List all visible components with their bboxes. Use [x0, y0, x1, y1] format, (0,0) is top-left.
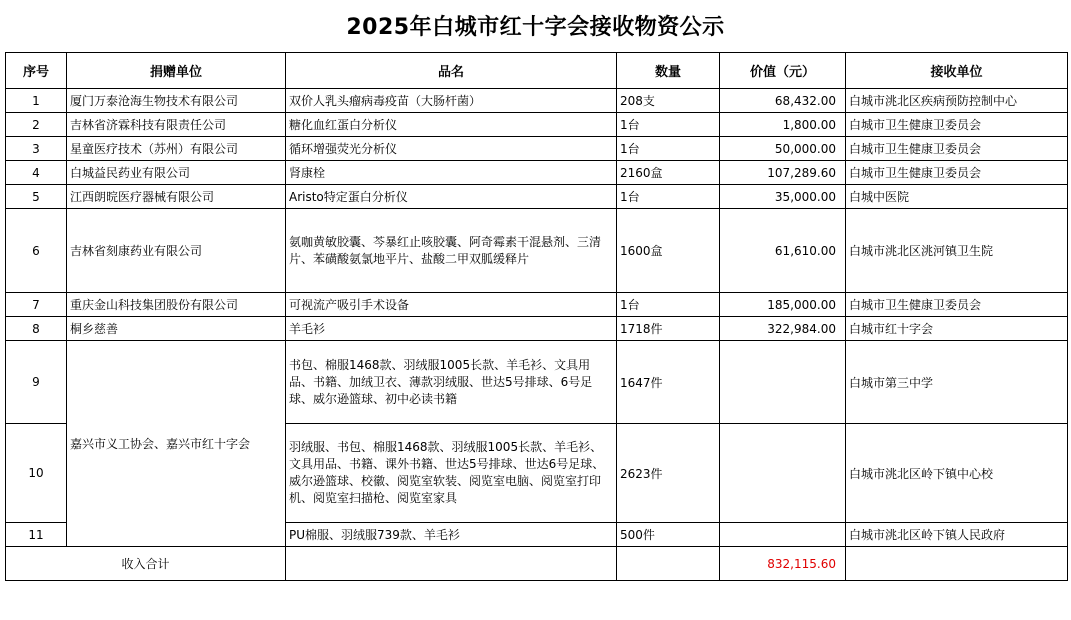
cell-qty: 1台 [617, 113, 720, 137]
cell-item: 羊毛衫 [286, 317, 617, 341]
cell-value [720, 424, 846, 523]
cell-item: 可视流产吸引手术设备 [286, 293, 617, 317]
cell-qty: 1600盒 [617, 209, 720, 293]
cell-no: 7 [6, 293, 67, 317]
cell-no: 6 [6, 209, 67, 293]
table-row [6, 341, 1068, 424]
cell-no: 4 [6, 161, 67, 185]
header-value: 价值（元） [720, 53, 846, 89]
cell-qty: 2160盒 [617, 161, 720, 185]
header-qty: 数量 [617, 53, 720, 89]
donation-table [5, 52, 1068, 581]
cell-no: 8 [6, 317, 67, 341]
cell-donor: 重庆金山科技集团股份有限公司 [67, 293, 286, 317]
cell-value: 185,000.00 [720, 293, 846, 317]
total-empty-item [286, 547, 617, 581]
cell-recipient: 白城市卫生健康卫委员会 [846, 113, 1068, 137]
cell-item: PU棉服、羽绒服739款、羊毛衫 [286, 523, 617, 547]
header-donor: 捐赠单位 [67, 53, 286, 89]
cell-no: 11 [6, 523, 67, 547]
cell-recipient: 白城市洮北区洮河镇卫生院 [846, 209, 1068, 293]
table-row [6, 209, 1068, 293]
total-value: 832,115.60 [720, 547, 846, 581]
table-row [6, 161, 1068, 185]
cell-donor: 桐乡慈善 [67, 317, 286, 341]
cell-qty: 1647件 [617, 341, 720, 424]
cell-no: 2 [6, 113, 67, 137]
cell-no: 3 [6, 137, 67, 161]
cell-item: Aristo特定蛋白分析仪 [286, 185, 617, 209]
cell-donor: 吉林省刻康药业有限公司 [67, 209, 286, 293]
cell-donor: 星童医疗技术（苏州）有限公司 [67, 137, 286, 161]
header-recipient: 接收单位 [846, 53, 1068, 89]
cell-donor: 厦门万泰沧海生物技术有限公司 [67, 89, 286, 113]
cell-no: 9 [6, 341, 67, 424]
cell-item: 书包、棉服1468款、羽绒服1005长款、羊毛衫、文具用品、书籍、加绒卫衣、薄款羽绒服、世达5号排球、6号足球、威尔逊篮球、初中必读书籍 [286, 341, 617, 424]
cell-donor: 吉林省济霖科技有限责任公司 [67, 113, 286, 137]
cell-item: 循环增强荧光分析仪 [286, 137, 617, 161]
cell-recipient: 白城市洮北区疾病预防控制中心 [846, 89, 1068, 113]
table-row [6, 89, 1068, 113]
header-item: 品名 [286, 53, 617, 89]
cell-qty: 1台 [617, 137, 720, 161]
cell-item: 肾康栓 [286, 161, 617, 185]
cell-value: 50,000.00 [720, 137, 846, 161]
cell-recipient: 白城市红十字会 [846, 317, 1068, 341]
cell-qty: 1台 [617, 185, 720, 209]
cell-value: 35,000.00 [720, 185, 846, 209]
cell-qty: 2623件 [617, 424, 720, 523]
cell-donor: 白城益民药业有限公司 [67, 161, 286, 185]
cell-no: 1 [6, 89, 67, 113]
cell-donor: 嘉兴市义工协会、嘉兴市红十字会 [67, 341, 286, 547]
total-empty-recipient [846, 547, 1068, 581]
cell-qty: 1718件 [617, 317, 720, 341]
total-label: 收入合计 [6, 547, 286, 581]
total-empty-qty [617, 547, 720, 581]
cell-no: 10 [6, 424, 67, 523]
cell-recipient: 白城市洮北区岭下镇人民政府 [846, 523, 1068, 547]
cell-value: 68,432.00 [720, 89, 846, 113]
cell-value [720, 523, 846, 547]
cell-item: 氨咖黄敏胶囊、芩暴红止咳胶囊、阿奇霉素干混悬剂、三清片、苯磺酸氨氯地平片、盐酸二甲双胍缓释片 [286, 209, 617, 293]
cell-no: 5 [6, 185, 67, 209]
total-row [6, 547, 1068, 581]
cell-value: 322,984.00 [720, 317, 846, 341]
table-row [6, 293, 1068, 317]
cell-value: 1,800.00 [720, 113, 846, 137]
cell-recipient: 白城市卫生健康卫委员会 [846, 137, 1068, 161]
cell-recipient: 白城中医院 [846, 185, 1068, 209]
cell-qty: 500件 [617, 523, 720, 547]
table-row [6, 317, 1068, 341]
cell-item: 双价人乳头瘤病毒疫苗（大肠杆菌） [286, 89, 617, 113]
cell-value: 107,289.60 [720, 161, 846, 185]
page-title: 2025年白城市红十字会接收物资公示 [346, 15, 725, 40]
table-row [6, 185, 1068, 209]
cell-recipient: 白城市洮北区岭下镇中心校 [846, 424, 1068, 523]
header-row [6, 53, 1068, 89]
table-row [6, 113, 1068, 137]
cell-recipient: 白城市第三中学 [846, 341, 1068, 424]
cell-item: 羽绒服、书包、棉服1468款、羽绒服1005长款、羊毛衫、文具用品、书籍、课外书籍、世达5号排球、世达6号足球、威尔逊篮球、校徽、阅览室软装、阅览室电脑、阅览室打印机、阅览室扫描枪、阅览室家具 [286, 424, 617, 523]
cell-recipient: 白城市卫生健康卫委员会 [846, 293, 1068, 317]
cell-item: 糖化血红蛋白分析仪 [286, 113, 617, 137]
table-row [6, 137, 1068, 161]
cell-qty: 1台 [617, 293, 720, 317]
cell-recipient: 白城市卫生健康卫委员会 [846, 161, 1068, 185]
cell-qty: 208支 [617, 89, 720, 113]
cell-donor: 江西朗晥医疗器械有限公司 [67, 185, 286, 209]
header-no: 序号 [6, 53, 67, 89]
cell-value [720, 341, 846, 424]
cell-value: 61,610.00 [720, 209, 846, 293]
